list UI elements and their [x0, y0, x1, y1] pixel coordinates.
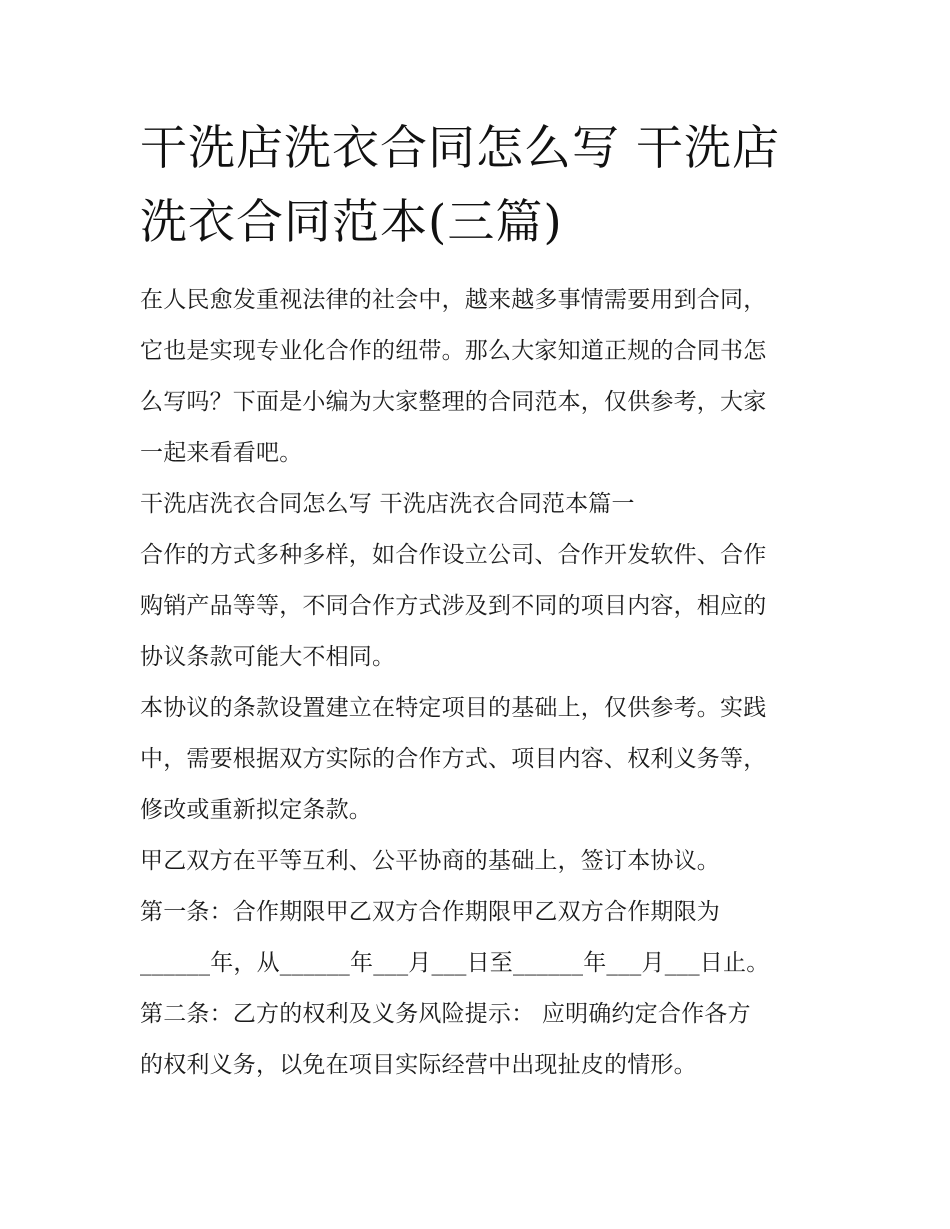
document-title — [140, 112, 830, 260]
intro-line: 在人民愈发重视法律的社会中，越来越多事情需要用到合同， — [140, 287, 767, 313]
paragraph-line: 修改或重新拟定条款。 — [140, 797, 372, 823]
clause-line: 的权利义务，以免在项目实际经营中出现扯皮的情形。 — [140, 1052, 697, 1078]
paragraph-line: 本协议的条款设置建立在特定项目的基础上，仅供参考。实践 — [140, 695, 767, 721]
clause-line: ______年，从______年___月___日至______年___月___日止。 — [140, 950, 770, 976]
paragraph-line: 中，需要根据双方实际的合作方式、项目内容、权利义务等， — [140, 746, 767, 772]
title-line: 洗衣合同范本(三篇) — [140, 195, 563, 250]
paragraph-line: 协议条款可能大不相同。 — [140, 644, 396, 670]
intro-line: 么写吗？下面是小编为大家整理的合同范本，仅供参考，大家 — [140, 389, 767, 415]
paragraph-line: 购销产品等等，不同合作方式涉及到不同的项目内容，相应的 — [140, 593, 767, 619]
paragraph-line: 甲乙双方在平等互利、公平协商的基础上，签订本协议。 — [140, 848, 720, 874]
section-heading: 干洗店洗衣合同怎么写 干洗店洗衣合同范本篇一 — [140, 491, 635, 517]
document-body — [140, 275, 830, 1091]
clause-line: 第二条：乙方的权利及义务风险提示： 应明确约定合作各方 — [140, 1001, 751, 1027]
intro-line: 一起来看看吧。 — [140, 440, 303, 466]
title-line: 干洗店洗衣合同怎么写 干洗店 — [140, 121, 780, 176]
intro-line: 它也是实现专业化合作的纽带。那么大家知道正规的合同书怎 — [140, 338, 767, 364]
clause-line: 第一条：合作期限甲乙双方合作期限甲乙双方合作期限为 — [140, 899, 720, 925]
paragraph-line: 合作的方式多种多样，如合作设立公司、合作开发软件、合作 — [140, 542, 767, 568]
